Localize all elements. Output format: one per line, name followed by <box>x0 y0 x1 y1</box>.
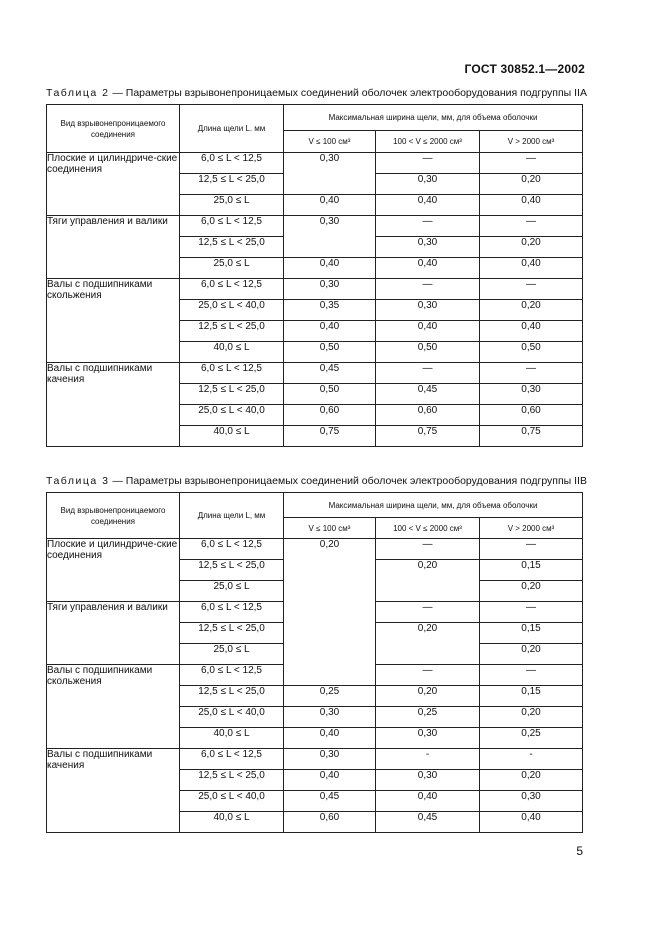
table2-cell-length: 6,0 ≤ L < 12,5 <box>180 279 284 300</box>
table2-group-type: Валы с подшипниками скольжения <box>47 279 180 363</box>
table3-cell-v3: 0,20 <box>480 770 583 791</box>
table3-cell-length: 40,0 ≤ L <box>180 812 284 833</box>
table3-cell-v2: 0,20 <box>376 686 480 707</box>
table3-cell-v3: 0,20 <box>480 581 583 602</box>
table2-cell-v2: 0,30 <box>376 237 480 258</box>
table3-cell-length: 25,0 ≤ L <box>180 581 284 602</box>
table2-cell-v3: — <box>480 363 583 384</box>
table2-cell-length: 12,5 ≤ L < 25,0 <box>180 174 284 195</box>
table3-cell-v1: 0,30 <box>284 749 376 770</box>
table3-header-v2: 100 < V ≤ 2000 см³ <box>376 518 480 539</box>
table2-cell-v2: 0,50 <box>376 342 480 363</box>
table2-cell-v2: 0,45 <box>376 384 480 405</box>
table2-header-v1: V ≤ 100 см³ <box>284 131 376 153</box>
table3-caption-text: — Параметры взрывонепроницаемых соединений оболочек электрооборудования подгруппы IIB <box>109 475 587 487</box>
table3-cell-v2: 0,40 <box>376 791 480 812</box>
table3-cell-v2: 0,25 <box>376 707 480 728</box>
table3-cell-length: 6,0 ≤ L < 12,5 <box>180 665 284 686</box>
table2-cell-length: 12,5 ≤ L < 25,0 <box>180 237 284 258</box>
table3-header-max-gap: Максимальная ширина щели, мм, для объема оболочки <box>284 493 583 518</box>
table3-cell-v1: 0,25 <box>284 686 376 707</box>
table-row <box>47 749 583 770</box>
table2-cell-v2: 0,30 <box>376 300 480 321</box>
table3-cell-v2: — <box>376 602 480 623</box>
table2-cell-length: 25,0 ≤ L < 40,0 <box>180 300 284 321</box>
table3-cell-v2: 0,30 <box>376 728 480 749</box>
table3-cell-v1: 0,45 <box>284 791 376 812</box>
table3-cell-length: 25,0 ≤ L <box>180 644 284 665</box>
table3-cell-v3: 0,25 <box>480 728 583 749</box>
table2-cell-length: 12,5 ≤ L < 25,0 <box>180 384 284 405</box>
table3-cell-length: 12,5 ≤ L < 25,0 <box>180 560 284 581</box>
table3-cell-v3: 0,30 <box>480 791 583 812</box>
table2-header-type: Вид взрывонепроницаемого соединения <box>47 105 180 153</box>
table3-cell-v2: 0,45 <box>376 812 480 833</box>
table2-cell-v2: 0,40 <box>376 321 480 342</box>
table3-cell-length: 25,0 ≤ L < 40,0 <box>180 707 284 728</box>
table2-cell-v1: 0,50 <box>284 342 376 363</box>
table2-cell-v3: — <box>480 279 583 300</box>
table2-cell-v1: 0,60 <box>284 405 376 426</box>
table2-cell-v3: 0,20 <box>480 237 583 258</box>
table2-cell-v3: 0,40 <box>480 195 583 216</box>
table2-cell-v3: 0,20 <box>480 174 583 195</box>
table2-caption <box>46 87 587 99</box>
table3-header-v1: V ≤ 100 см³ <box>284 518 376 539</box>
table2-cell-v1: 0,45 <box>284 363 376 384</box>
table2-cell-v2: 0,40 <box>376 258 480 279</box>
table2-cell-v3: 0,30 <box>480 384 583 405</box>
table2-cell-v3: — <box>480 216 583 237</box>
table2-header-v2: 100 < V ≤ 2000 см³ <box>376 131 480 153</box>
table-row <box>47 153 583 174</box>
table3-group-type: Плоские и цилиндриче-ские соединения <box>47 539 180 602</box>
table3-cell-v1: 0,60 <box>284 812 376 833</box>
table2-group-type: Тяги управления и валики <box>47 216 180 279</box>
table2-group-type: Валы с подшипниками качения <box>47 363 180 447</box>
table3-cell-v2: — <box>376 665 480 686</box>
table2-cell-v1: 0,30 <box>284 153 376 195</box>
table3-caption <box>46 475 587 487</box>
table2-header-max-gap: Максимальная ширина щели, мм, для объема оболочки <box>284 105 583 131</box>
table2-cell-length: 6,0 ≤ L < 12,5 <box>180 363 284 384</box>
table3-cell-v3: 0,20 <box>480 644 583 665</box>
table3-header-v3: V > 2000 см³ <box>480 518 583 539</box>
table2-cell-length: 40,0 ≤ L <box>180 426 284 447</box>
table3-cell-length: 12,5 ≤ L < 25,0 <box>180 770 284 791</box>
table3-cell-length: 6,0 ≤ L < 12,5 <box>180 749 284 770</box>
table3-cell-v3: — <box>480 539 583 560</box>
table-row <box>47 539 583 560</box>
table2-cell-v2: — <box>376 153 480 174</box>
table2-header-v3: V > 2000 см³ <box>480 131 583 153</box>
page-number: 5 <box>576 844 583 858</box>
table2-cell-length: 6,0 ≤ L < 12,5 <box>180 216 284 237</box>
table3-group-type: Тяги управления и валики <box>47 602 180 665</box>
table2-cell-v2: — <box>376 279 480 300</box>
table3-cell-v3: — <box>480 602 583 623</box>
table3-cell-v3: 0,15 <box>480 623 583 644</box>
table2-cell-v3: 0,60 <box>480 405 583 426</box>
table2-cell-v1: 0,75 <box>284 426 376 447</box>
table3-cell-length: 12,5 ≤ L < 25,0 <box>180 623 284 644</box>
table2-cell-v1: 0,50 <box>284 384 376 405</box>
table3-cell-v3: 0,15 <box>480 560 583 581</box>
table2-cell-v2: 0,75 <box>376 426 480 447</box>
table2-group-type: Плоские и цилиндриче-ские соединения <box>47 153 180 216</box>
table2-cell-v1: 0,30 <box>284 279 376 300</box>
table2-caption-text: — Параметры взрывонепроницаемых соединений оболочек электрооборудования подгруппы IIA <box>109 87 587 99</box>
table2-cell-v3: 0,75 <box>480 426 583 447</box>
table2-caption-lead: Таблица 2 <box>46 87 110 99</box>
table2-cell-v3: 0,40 <box>480 321 583 342</box>
table2-cell-length: 25,0 ≤ L <box>180 258 284 279</box>
table3-header-length: Длина щели L, мм <box>180 493 284 539</box>
table3-cell-v3: — <box>480 665 583 686</box>
table2-cell-v1: 0,40 <box>284 258 376 279</box>
table3-cell-length: 12,5 ≤ L < 25,0 <box>180 686 284 707</box>
table3-cell-v2: — <box>376 539 480 560</box>
table3 <box>46 492 583 833</box>
table3-cell-v3: 0,20 <box>480 707 583 728</box>
table3-header-type: Вид взрывонепроницаемого соединения <box>47 493 180 539</box>
table2-cell-v1: 0,40 <box>284 195 376 216</box>
table2-cell-v2: 0,60 <box>376 405 480 426</box>
table2-cell-v1: 0,35 <box>284 300 376 321</box>
table2-cell-v3: — <box>480 153 583 174</box>
table3-cell-v2: - <box>376 749 480 770</box>
table2-cell-v3: 0,40 <box>480 258 583 279</box>
table2-cell-v3: 0,20 <box>480 300 583 321</box>
table2-cell-length: 25,0 ≤ L < 40,0 <box>180 405 284 426</box>
table2-cell-length: 40,0 ≤ L <box>180 342 284 363</box>
table3-caption-lead: Таблица 3 <box>46 475 110 487</box>
document-code: ГОСТ 30852.1—2002 <box>464 62 585 76</box>
table3-cell-v1: 0,30 <box>284 707 376 728</box>
table3-cell-length: 6,0 ≤ L < 12,5 <box>180 539 284 560</box>
table3-cell-length: 6,0 ≤ L < 12,5 <box>180 602 284 623</box>
table3-group-type: Валы с подшипниками качения <box>47 749 180 833</box>
table3-cell-v3: 0,15 <box>480 686 583 707</box>
table3-group-type: Валы с подшипниками скольжения <box>47 665 180 749</box>
table3-cell-v2: 0,30 <box>376 770 480 791</box>
table2-cell-v1: 0,30 <box>284 216 376 258</box>
table3-cell-v2: 0,20 <box>376 623 480 665</box>
table-row <box>47 363 583 384</box>
table2-cell-v1: 0,40 <box>284 321 376 342</box>
table3-cell-v1: 0,20 <box>284 539 376 686</box>
table2 <box>46 104 583 447</box>
table-row <box>47 216 583 237</box>
table2-cell-v2: — <box>376 363 480 384</box>
table3-cell-v2: 0,20 <box>376 560 480 602</box>
table2-cell-length: 25,0 ≤ L <box>180 195 284 216</box>
table3-cell-v3: - <box>480 749 583 770</box>
table2-cell-v2: 0,30 <box>376 174 480 195</box>
table-row <box>47 279 583 300</box>
table3-cell-v1: 0,40 <box>284 728 376 749</box>
table2-cell-v3: 0,50 <box>480 342 583 363</box>
table3-cell-length: 25,0 ≤ L < 40,0 <box>180 791 284 812</box>
table2-cell-v2: — <box>376 216 480 237</box>
table3-cell-v1: 0,40 <box>284 770 376 791</box>
table3-cell-length: 40,0 ≤ L <box>180 728 284 749</box>
table2-header-length: Длина щели L. мм <box>180 105 284 153</box>
table3-cell-v3: 0,40 <box>480 812 583 833</box>
table2-cell-v2: 0,40 <box>376 195 480 216</box>
table2-cell-length: 12,5 ≤ L < 25,0 <box>180 321 284 342</box>
table2-cell-length: 6,0 ≤ L < 12,5 <box>180 153 284 174</box>
